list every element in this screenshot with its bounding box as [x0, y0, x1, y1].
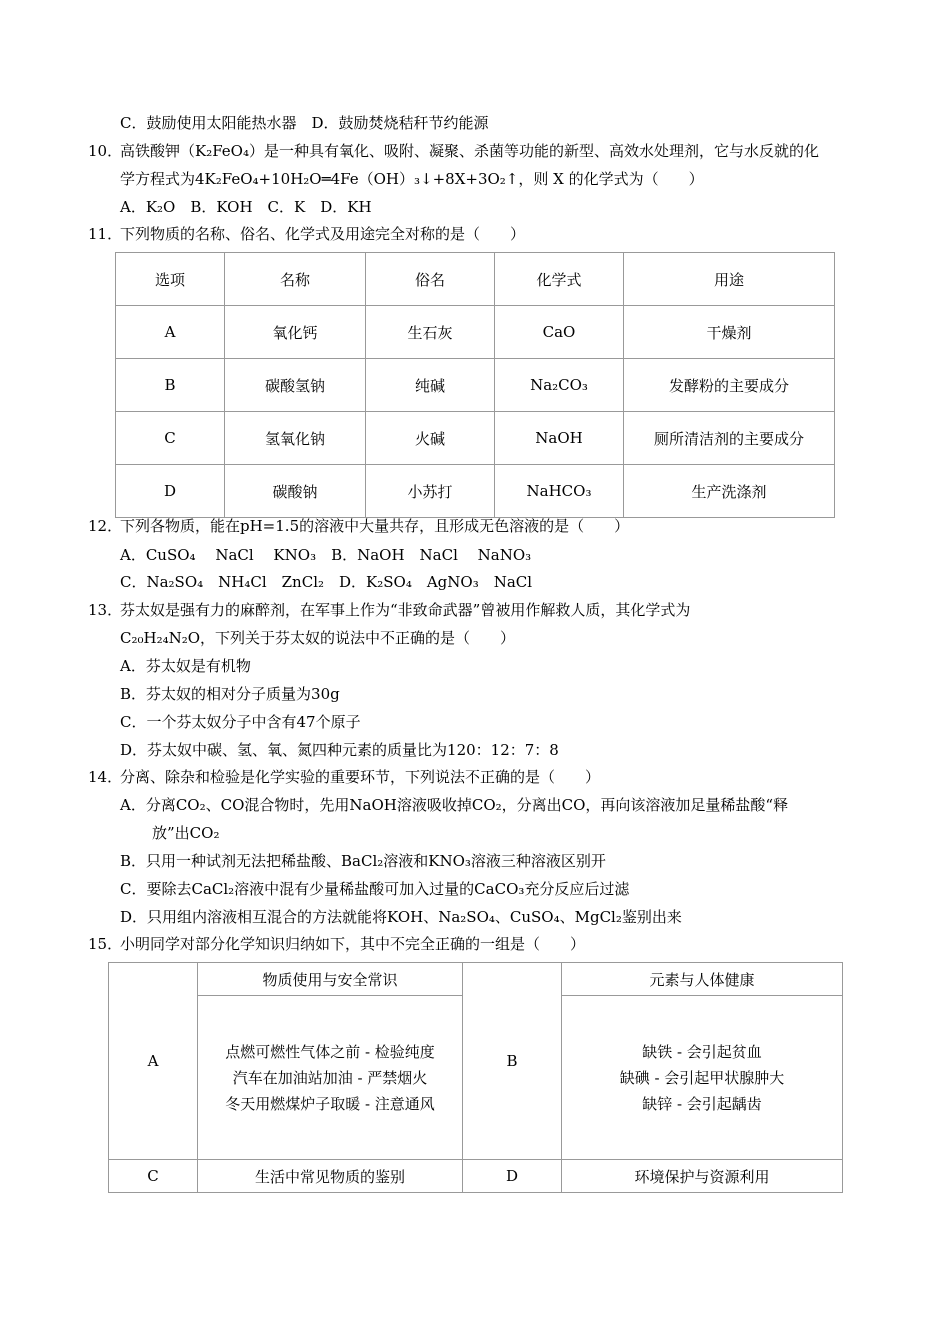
list-item: 冬天用燃煤炉子取暖 - 注意通风	[225, 1094, 435, 1113]
q10-stem-line2: 学方程式为4K₂FeO₄+10H₂O═4Fe（OH）₃↓+8X+3O₂↑，则 X 的化学式为（ ）	[120, 170, 704, 188]
cell-label-c: C	[109, 1160, 198, 1193]
cell-common-name: 小苏打	[366, 465, 495, 518]
cell-option: B	[116, 359, 225, 412]
q14-stem: 分离、除杂和检验是化学实验的重要环节，下列说法不正确的是（ ）	[120, 768, 601, 786]
q15-stem: 小明同学对部分化学知识归纳如下，其中不完全正确的一组是（ ）	[120, 935, 586, 953]
q10-stem-line1: 高铁酸钾（K₂FeO₄）是一种具有氧化、吸附、凝聚、杀菌等功能的新型、高效水处理剂，它与水反就的化	[120, 142, 819, 160]
cell-use: 厕所清洁剂的主要成分	[624, 412, 835, 465]
cell-use: 发酵粉的主要成分	[624, 359, 835, 412]
q13-number: 13．	[88, 601, 123, 619]
q12-options-ab: A．CuSO₄ NaCl KNO₃ B．NaOH NaCl NaNO₃	[120, 546, 532, 564]
q9-option-d: D．鼓励焚烧秸秆节约能源	[311, 114, 489, 132]
q13-stem-line2: C₂₀H₂₄N₂O，下列关于芬太奴的说法中不正确的是（ ）	[120, 629, 516, 647]
table-row	[116, 306, 835, 359]
q10-options: A．K₂O B．KOH C．K D．KH	[120, 198, 372, 216]
cell-common-name: 纯碱	[366, 359, 495, 412]
cell-title-b: 元素与人体健康	[562, 963, 843, 996]
table-row	[116, 412, 835, 465]
q10-number: 10．	[88, 142, 123, 160]
cell-option: D	[116, 465, 225, 518]
list-item: 缺碘 - 会引起甲状腺肿大	[619, 1068, 785, 1087]
cell-formula: NaOH	[495, 412, 624, 465]
q15-table	[108, 962, 843, 1193]
table-header-row	[116, 253, 835, 306]
cell-title-d: 环境保护与资源利用	[562, 1160, 843, 1193]
cell-label-b: B	[463, 963, 562, 1160]
q13-option-c: C．一个芬太奴分子中含有47个原子	[120, 713, 361, 731]
cell-use: 生产洗涤剂	[624, 465, 835, 518]
header-formula: 化学式	[495, 253, 624, 306]
cell-common-name: 生石灰	[366, 306, 495, 359]
header-use: 用途	[624, 253, 835, 306]
cell-name: 氢氧化钠	[225, 412, 366, 465]
cell-name: 碳酸氢钠	[225, 359, 366, 412]
table-row	[116, 465, 835, 518]
cell-option: A	[116, 306, 225, 359]
list-item: 汽车在加油站加油 - 严禁烟火	[232, 1068, 428, 1087]
cell-formula: NaHCO₃	[495, 465, 624, 518]
q14-number: 14．	[88, 768, 123, 786]
cell-formula: Na₂CO₃	[495, 359, 624, 412]
list-item: 点燃可燃性气体之前 - 检验纯度	[225, 1042, 435, 1061]
table-row	[116, 359, 835, 412]
cell-content-a	[198, 996, 463, 1160]
header-option: 选项	[116, 253, 225, 306]
q14-option-c: C．要除去CaCl₂溶液中混有少量稀盐酸可加入过量的CaCO₃充分反应后过滤	[120, 880, 630, 898]
q13-option-a: A．芬太奴是有机物	[120, 657, 251, 675]
cell-formula: CaO	[495, 306, 624, 359]
cell-label-a: A	[109, 963, 198, 1160]
table-row	[109, 963, 843, 996]
cell-name: 碳酸钠	[225, 465, 366, 518]
q11-stem: 下列物质的名称、俗名、化学式及用途完全对称的是（ ）	[120, 225, 526, 243]
q11-number: 11．	[88, 225, 123, 243]
q12-stem: 下列各物质，能在pH=1.5的溶液中大量共存，且形成无色溶液的是（ ）	[120, 517, 630, 535]
cell-use: 干燥剂	[624, 306, 835, 359]
cell-title-a: 物质使用与安全常识	[198, 963, 463, 996]
q12-options-cd: C．Na₂SO₄ NH₄Cl ZnCl₂ D．K₂SO₄ AgNO₃ NaCl	[120, 573, 533, 591]
q12-number: 12．	[88, 517, 123, 535]
cell-option: C	[116, 412, 225, 465]
q15-number: 15．	[88, 935, 123, 953]
list-item: 缺锌 - 会引起龋齿	[642, 1094, 762, 1113]
cell-content-b	[562, 996, 843, 1160]
q14-option-b: B．只用一种试剂无法把稀盐酸、BaCl₂溶液和KNO₃溶液三种溶液区别开	[120, 852, 606, 870]
header-common-name: 俗名	[366, 253, 495, 306]
cell-title-c: 生活中常见物质的鉴别	[198, 1160, 463, 1193]
q13-stem-line1: 芬太奴是强有力的麻醉剂，在军事上作为“非致命武器”曾被用作解救人质，其化学式为	[120, 601, 691, 619]
cell-name: 氧化钙	[225, 306, 366, 359]
q9-options	[120, 113, 489, 133]
cell-common-name: 火碱	[366, 412, 495, 465]
header-name: 名称	[225, 253, 366, 306]
cell-label-d: D	[463, 1160, 562, 1193]
q9-option-c: C．鼓励使用太阳能热水器	[120, 114, 297, 132]
table-row	[109, 1160, 843, 1193]
q14-option-a-line1: A．分离CO₂、CO混合物时，先用NaOH溶液吸收掉CO₂，分离出CO，再向该溶液加足量稀盐酸“释	[120, 796, 789, 814]
q13-option-d: D．芬太奴中碳、氢、氧、氮四种元素的质量比为120：12：7：8	[120, 741, 559, 759]
q14-option-d: D．只用组内溶液相互混合的方法就能将KOH、Na₂SO₄、CuSO₄、MgCl₂鉴别出来	[120, 908, 682, 926]
list-item: 缺铁 - 会引起贫血	[642, 1042, 762, 1061]
q11-table	[115, 252, 835, 518]
q14-option-a-line2: 放”出CO₂	[152, 824, 220, 842]
q13-option-b: B．芬太奴的相对分子质量为30g	[120, 685, 340, 703]
